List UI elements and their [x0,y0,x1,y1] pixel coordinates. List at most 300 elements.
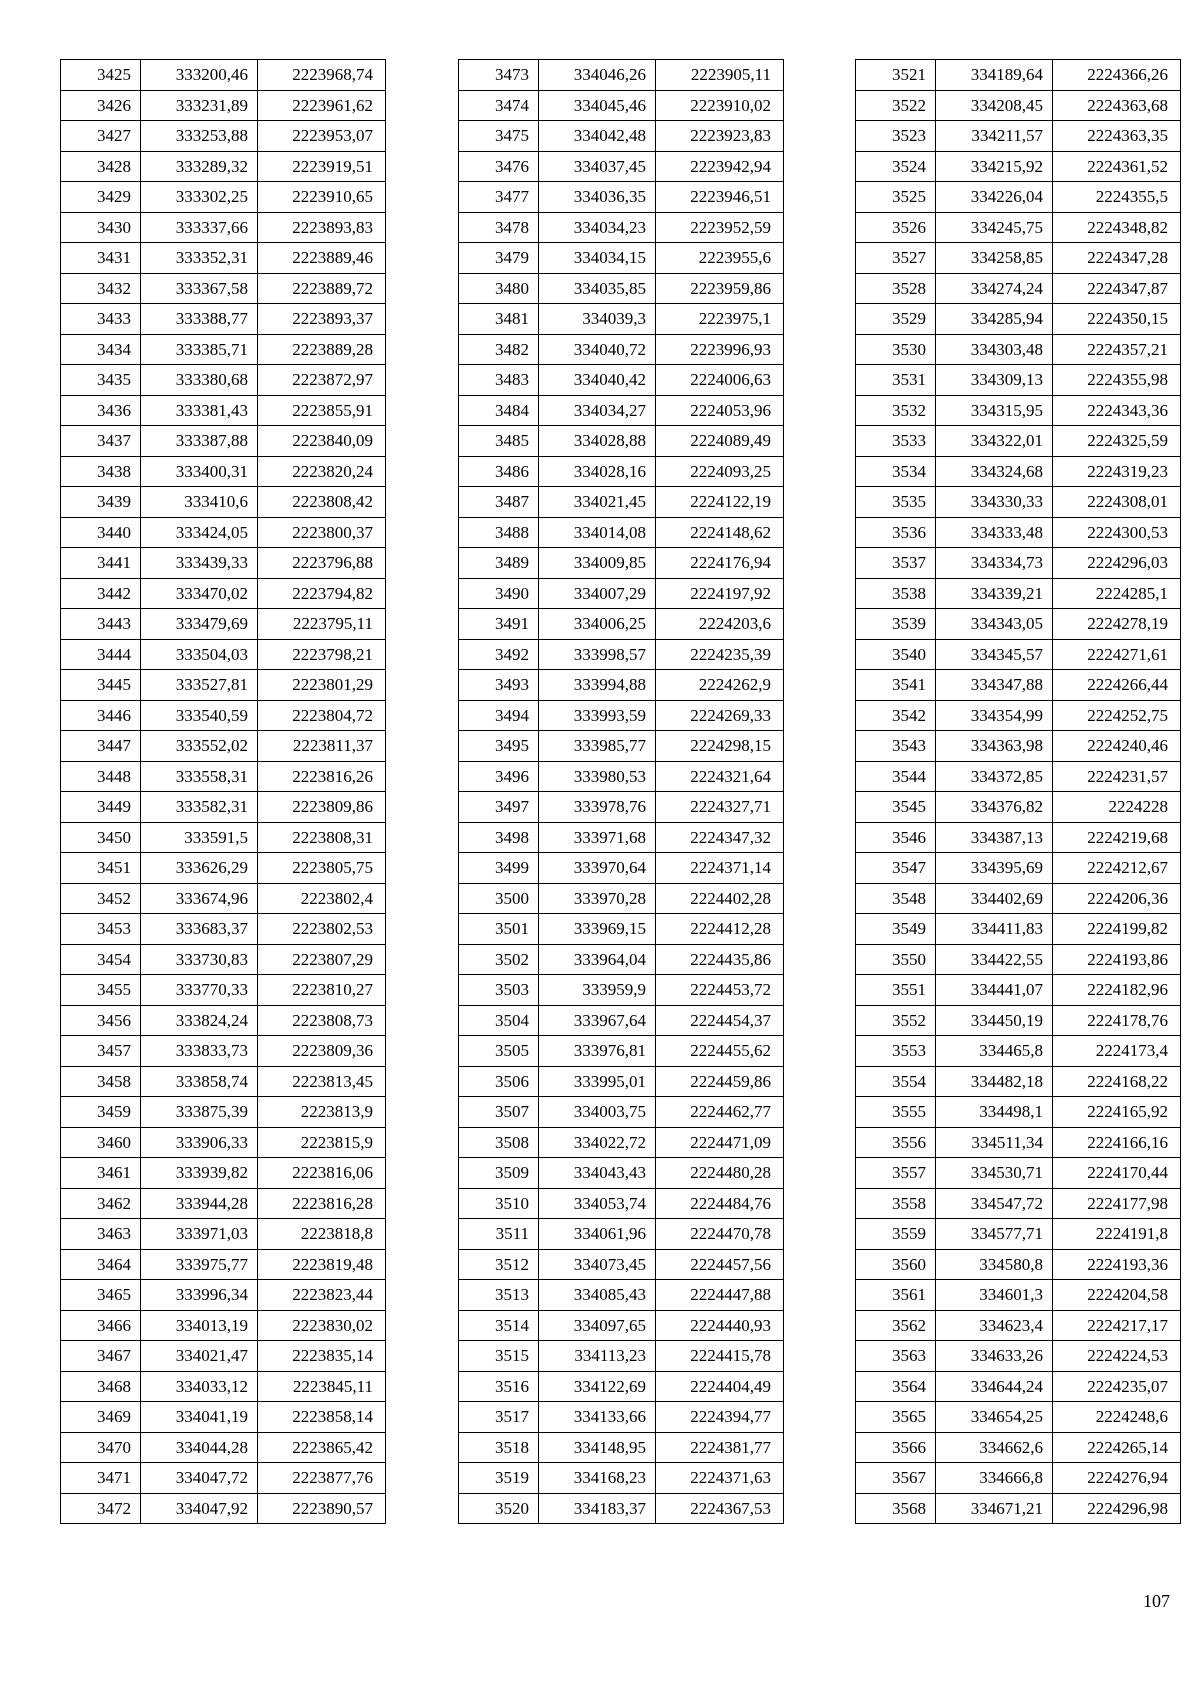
point-number: 3550 [856,944,936,975]
point-number: 3505 [459,1036,539,1067]
x-coordinate: 333996,34 [141,1280,258,1311]
point-number: 3460 [61,1127,141,1158]
y-coordinate: 2224347,32 [656,822,784,853]
x-coordinate: 333674,96 [141,883,258,914]
point-number: 3546 [856,822,936,853]
point-number: 3436 [61,395,141,426]
table-row [856,670,1181,701]
y-coordinate: 2224093,25 [656,456,784,487]
point-number: 3433 [61,304,141,335]
table-row [856,426,1181,457]
y-coordinate: 2224271,61 [1053,639,1181,670]
y-coordinate: 2224300,53 [1053,517,1181,548]
x-coordinate: 333410,6 [141,487,258,518]
y-coordinate: 2224347,87 [1053,273,1181,304]
x-coordinate: 334309,13 [936,365,1053,396]
point-number: 3567 [856,1463,936,1494]
x-coordinate: 333833,73 [141,1036,258,1067]
y-coordinate: 2223796,88 [258,548,386,579]
x-coordinate: 333626,29 [141,853,258,884]
point-number: 3448 [61,761,141,792]
y-coordinate: 2223893,83 [258,212,386,243]
x-coordinate: 334036,35 [539,182,656,213]
point-number: 3445 [61,670,141,701]
table-row [459,151,784,182]
table-row [61,1463,386,1494]
point-number: 3447 [61,731,141,762]
y-coordinate: 2224197,92 [656,578,784,609]
table-row [459,731,784,762]
y-coordinate: 2224371,63 [656,1463,784,1494]
y-coordinate: 2223801,29 [258,670,386,701]
table-row [459,1493,784,1524]
x-coordinate: 334085,43 [539,1280,656,1311]
point-number: 3517 [459,1402,539,1433]
x-coordinate: 333959,9 [539,975,656,1006]
x-coordinate: 333388,77 [141,304,258,335]
x-coordinate: 333552,02 [141,731,258,762]
table-row [459,1432,784,1463]
point-number: 3464 [61,1249,141,1280]
point-number: 3490 [459,578,539,609]
y-coordinate: 2224298,15 [656,731,784,762]
x-coordinate: 334644,24 [936,1371,1053,1402]
point-number: 3486 [459,456,539,487]
x-coordinate: 334133,66 [539,1402,656,1433]
point-number: 3488 [459,517,539,548]
point-number: 3559 [856,1219,936,1250]
y-coordinate: 2224470,78 [656,1219,784,1250]
x-coordinate: 334053,74 [539,1188,656,1219]
x-coordinate: 333770,33 [141,975,258,1006]
table-row [856,90,1181,121]
point-number: 3435 [61,365,141,396]
point-number: 3483 [459,365,539,396]
y-coordinate: 2224206,36 [1053,883,1181,914]
x-coordinate: 334022,72 [539,1127,656,1158]
y-coordinate: 2224231,57 [1053,761,1181,792]
x-coordinate: 333504,03 [141,639,258,670]
x-coordinate: 333998,57 [539,639,656,670]
table-row [61,1158,386,1189]
x-coordinate: 333381,43 [141,395,258,426]
point-number: 3453 [61,914,141,945]
table-row [856,1310,1181,1341]
y-coordinate: 2224308,01 [1053,487,1181,518]
y-coordinate: 2223804,72 [258,700,386,731]
y-coordinate: 2224459,86 [656,1066,784,1097]
table-row [459,517,784,548]
table-row [459,1371,784,1402]
x-coordinate: 333527,81 [141,670,258,701]
y-coordinate: 2224381,77 [656,1432,784,1463]
table-row [61,1005,386,1036]
table-row [459,334,784,365]
point-number: 3551 [856,975,936,1006]
table-row [459,365,784,396]
x-coordinate: 334376,82 [936,792,1053,823]
x-coordinate: 334580,8 [936,1249,1053,1280]
x-coordinate: 333985,77 [539,731,656,762]
point-number: 3480 [459,273,539,304]
y-coordinate: 2224235,39 [656,639,784,670]
y-coordinate: 2223813,9 [258,1097,386,1128]
x-coordinate: 334422,55 [936,944,1053,975]
table-row [61,1310,386,1341]
table-row [856,1005,1181,1036]
x-coordinate: 334040,42 [539,365,656,396]
point-number: 3529 [856,304,936,335]
x-coordinate: 334033,12 [141,1371,258,1402]
table-row [856,1493,1181,1524]
x-coordinate: 333289,32 [141,151,258,182]
point-number: 3519 [459,1463,539,1494]
point-number: 3500 [459,883,539,914]
y-coordinate: 2224357,21 [1053,334,1181,365]
x-coordinate: 334013,19 [141,1310,258,1341]
y-coordinate: 2224457,56 [656,1249,784,1280]
y-coordinate: 2224484,76 [656,1188,784,1219]
y-coordinate: 2224199,82 [1053,914,1181,945]
point-number: 3467 [61,1341,141,1372]
table-row [61,334,386,365]
point-number: 3547 [856,853,936,884]
table-row [459,853,784,884]
x-coordinate: 334666,8 [936,1463,1053,1494]
point-number: 3455 [61,975,141,1006]
table-row [61,731,386,762]
y-coordinate: 2224355,98 [1053,365,1181,396]
y-coordinate: 2224266,44 [1053,670,1181,701]
y-coordinate: 2224235,07 [1053,1371,1181,1402]
x-coordinate: 334041,19 [141,1402,258,1433]
y-coordinate: 2223811,37 [258,731,386,762]
point-number: 3437 [61,426,141,457]
point-number: 3536 [856,517,936,548]
table-row [856,1371,1181,1402]
x-coordinate: 333380,68 [141,365,258,396]
x-coordinate: 334073,45 [539,1249,656,1280]
y-coordinate: 2224343,36 [1053,395,1181,426]
point-number: 3508 [459,1127,539,1158]
y-coordinate: 2224193,36 [1053,1249,1181,1280]
x-coordinate: 334007,29 [539,578,656,609]
y-coordinate: 2224440,93 [656,1310,784,1341]
y-coordinate: 2223794,82 [258,578,386,609]
table-row [856,1158,1181,1189]
table-row [856,1127,1181,1158]
x-coordinate: 333730,83 [141,944,258,975]
y-coordinate: 2224224,53 [1053,1341,1181,1372]
y-coordinate: 2224177,98 [1053,1188,1181,1219]
point-number: 3425 [61,60,141,91]
x-coordinate: 334045,46 [539,90,656,121]
table-row [856,121,1181,152]
x-coordinate: 333231,89 [141,90,258,121]
y-coordinate: 2223910,65 [258,182,386,213]
y-coordinate: 2223830,02 [258,1310,386,1341]
x-coordinate: 334345,57 [936,639,1053,670]
point-number: 3450 [61,822,141,853]
point-number: 3548 [856,883,936,914]
point-number: 3501 [459,914,539,945]
point-number: 3523 [856,121,936,152]
table-row [61,1402,386,1433]
table-row [61,1097,386,1128]
y-coordinate: 2223809,86 [258,792,386,823]
y-coordinate: 2223813,45 [258,1066,386,1097]
point-number: 3562 [856,1310,936,1341]
table-row [459,822,784,853]
y-coordinate: 2224455,62 [656,1036,784,1067]
y-coordinate: 2223865,42 [258,1432,386,1463]
x-coordinate: 333993,59 [539,700,656,731]
table-row [459,273,784,304]
y-coordinate: 2223823,44 [258,1280,386,1311]
table-row [61,853,386,884]
point-number: 3481 [459,304,539,335]
point-number: 3487 [459,487,539,518]
point-number: 3439 [61,487,141,518]
y-coordinate: 2224296,98 [1053,1493,1181,1524]
point-number: 3493 [459,670,539,701]
point-number: 3509 [459,1158,539,1189]
table-row [856,60,1181,91]
point-number: 3452 [61,883,141,914]
x-coordinate: 334021,45 [539,487,656,518]
table-row [459,975,784,1006]
x-coordinate: 334450,19 [936,1005,1053,1036]
table-row [856,761,1181,792]
table-row [459,944,784,975]
x-coordinate: 333980,53 [539,761,656,792]
x-coordinate: 334330,33 [936,487,1053,518]
x-coordinate: 334339,21 [936,578,1053,609]
y-coordinate: 2224168,22 [1053,1066,1181,1097]
table-row [459,304,784,335]
x-coordinate: 334037,45 [539,151,656,182]
y-coordinate: 2223959,86 [656,273,784,304]
y-coordinate: 2224404,49 [656,1371,784,1402]
x-coordinate: 334530,71 [936,1158,1053,1189]
table-row [459,90,784,121]
table-row [856,243,1181,274]
point-number: 3440 [61,517,141,548]
table-row [459,670,784,701]
y-coordinate: 2223795,11 [258,609,386,640]
y-coordinate: 2224217,17 [1053,1310,1181,1341]
x-coordinate: 333470,02 [141,578,258,609]
table-row [856,1249,1181,1280]
x-coordinate: 334044,28 [141,1432,258,1463]
y-coordinate: 2223890,57 [258,1493,386,1524]
table-row [856,792,1181,823]
y-coordinate: 2223820,24 [258,456,386,487]
page-number: 107 [1143,1591,1170,1611]
x-coordinate: 333967,64 [539,1005,656,1036]
table-row [61,761,386,792]
point-number: 3427 [61,121,141,152]
point-number: 3499 [459,853,539,884]
point-number: 3533 [856,426,936,457]
table-row [459,792,784,823]
table-row [61,487,386,518]
x-coordinate: 333970,28 [539,883,656,914]
table-row [61,822,386,853]
table-row [856,1280,1181,1311]
y-coordinate: 2224285,1 [1053,578,1181,609]
x-coordinate: 334028,16 [539,456,656,487]
y-coordinate: 2223905,11 [656,60,784,91]
point-number: 3465 [61,1280,141,1311]
x-coordinate: 334511,34 [936,1127,1053,1158]
y-coordinate: 2223798,21 [258,639,386,670]
point-number: 3491 [459,609,539,640]
point-number: 3511 [459,1219,539,1250]
point-number: 3489 [459,548,539,579]
x-coordinate: 334372,85 [936,761,1053,792]
point-number: 3461 [61,1158,141,1189]
table-row [856,395,1181,426]
table-row [459,761,784,792]
y-coordinate: 2224366,26 [1053,60,1181,91]
table-row [61,151,386,182]
point-number: 3459 [61,1097,141,1128]
table-row [856,1188,1181,1219]
point-number: 3532 [856,395,936,426]
y-coordinate: 2224148,62 [656,517,784,548]
point-number: 3514 [459,1310,539,1341]
point-number: 3478 [459,212,539,243]
y-coordinate: 2224327,71 [656,792,784,823]
y-coordinate: 2223872,97 [258,365,386,396]
table-row [856,914,1181,945]
y-coordinate: 2223961,62 [258,90,386,121]
table-row [61,90,386,121]
y-coordinate: 2223893,37 [258,304,386,335]
y-coordinate: 2224325,59 [1053,426,1181,457]
table-row [856,517,1181,548]
x-coordinate: 333337,66 [141,212,258,243]
x-coordinate: 334061,96 [539,1219,656,1250]
x-coordinate: 333302,25 [141,182,258,213]
table-row [856,944,1181,975]
x-coordinate: 333971,03 [141,1219,258,1250]
point-number: 3429 [61,182,141,213]
table-row [856,151,1181,182]
x-coordinate: 334113,23 [539,1341,656,1372]
point-number: 3525 [856,182,936,213]
point-number: 3476 [459,151,539,182]
table-row [61,609,386,640]
y-coordinate: 2224435,86 [656,944,784,975]
y-coordinate: 2224402,28 [656,883,784,914]
coordinate-table-3 [855,59,1181,1524]
point-number: 3492 [459,639,539,670]
table-row [856,1097,1181,1128]
point-number: 3518 [459,1432,539,1463]
point-number: 3544 [856,761,936,792]
table-row [61,1432,386,1463]
x-coordinate: 334021,47 [141,1341,258,1372]
table-row [459,639,784,670]
x-coordinate: 334662,6 [936,1432,1053,1463]
point-number: 3474 [459,90,539,121]
y-coordinate: 2223953,07 [258,121,386,152]
table-row [459,548,784,579]
table-row [459,1249,784,1280]
x-coordinate: 334441,07 [936,975,1053,1006]
table-row [856,1066,1181,1097]
table-row [61,883,386,914]
y-coordinate: 2223910,02 [656,90,784,121]
point-number: 3541 [856,670,936,701]
x-coordinate: 334623,4 [936,1310,1053,1341]
point-number: 3556 [856,1127,936,1158]
point-number: 3555 [856,1097,936,1128]
y-coordinate: 2224122,19 [656,487,784,518]
table-row [856,975,1181,1006]
y-coordinate: 2224412,28 [656,914,784,945]
table-row [61,60,386,91]
y-coordinate: 2224089,49 [656,426,784,457]
point-number: 3524 [856,151,936,182]
y-coordinate: 2223809,36 [258,1036,386,1067]
x-coordinate: 334363,98 [936,731,1053,762]
y-coordinate: 2224350,15 [1053,304,1181,335]
point-number: 3543 [856,731,936,762]
point-number: 3479 [459,243,539,274]
x-coordinate: 334285,94 [936,304,1053,335]
table-row [61,121,386,152]
y-coordinate: 2223845,11 [258,1371,386,1402]
table-row [856,182,1181,213]
table-row [856,304,1181,335]
point-number: 3441 [61,548,141,579]
y-coordinate: 2224178,76 [1053,1005,1181,1036]
table-row [61,1341,386,1372]
x-coordinate: 334003,75 [539,1097,656,1128]
y-coordinate: 2223805,75 [258,853,386,884]
x-coordinate: 333439,33 [141,548,258,579]
point-number: 3472 [61,1493,141,1524]
y-coordinate: 2223923,83 [656,121,784,152]
point-number: 3531 [856,365,936,396]
y-coordinate: 2224173,4 [1053,1036,1181,1067]
table-row [61,304,386,335]
table-row [856,853,1181,884]
y-coordinate: 2224176,94 [656,548,784,579]
x-coordinate: 334042,48 [539,121,656,152]
point-number: 3497 [459,792,539,823]
table-row [61,1249,386,1280]
x-coordinate: 334097,65 [539,1310,656,1341]
table-row [459,1310,784,1341]
point-number: 3568 [856,1493,936,1524]
y-coordinate: 2223816,26 [258,761,386,792]
table-row [61,273,386,304]
x-coordinate: 334402,69 [936,883,1053,914]
table-row [856,1463,1181,1494]
x-coordinate: 333976,81 [539,1036,656,1067]
point-number: 3449 [61,792,141,823]
x-coordinate: 334354,99 [936,700,1053,731]
table-row [459,1097,784,1128]
x-coordinate: 334208,45 [936,90,1053,121]
table-row [459,121,784,152]
point-number: 3564 [856,1371,936,1402]
point-number: 3535 [856,487,936,518]
